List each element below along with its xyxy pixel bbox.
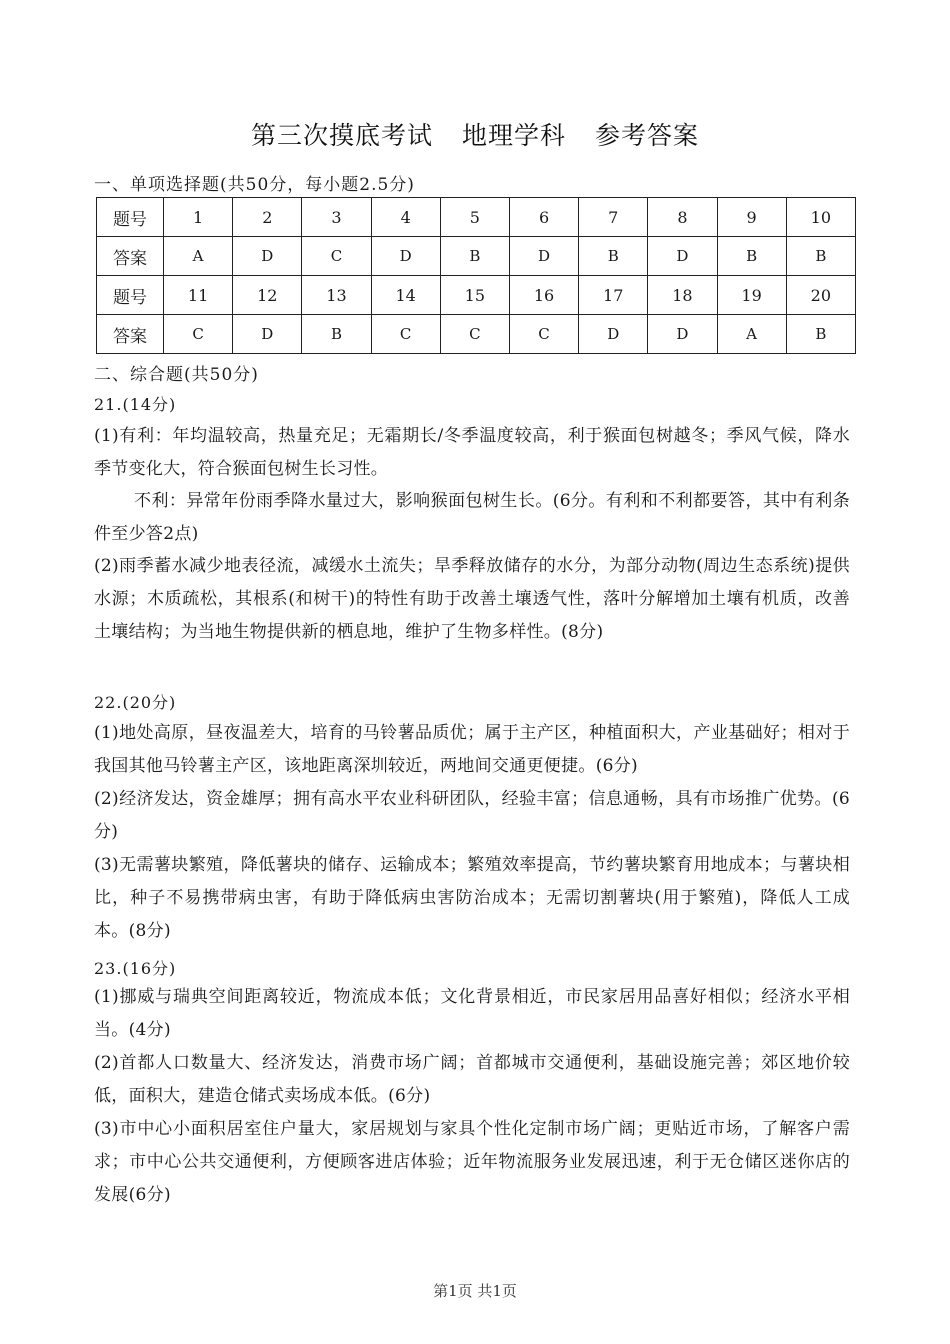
question-number: 16 bbox=[509, 276, 578, 315]
page-title bbox=[0, 116, 950, 152]
question-number: 3 bbox=[302, 198, 371, 237]
answer-cell: C bbox=[371, 315, 440, 354]
q22-heading: 22.(20分) bbox=[94, 693, 177, 712]
answer-table bbox=[96, 197, 856, 354]
q23-part1: (1)挪威与瑞典空间距离较近，物流成本低；文化背景相近，市民家居用品喜好相似；经济水平相当。(4分) bbox=[94, 987, 850, 1040]
q22-part3: (3)无需薯块繁殖，降低薯块的储存、运输成本；繁殖效率提高，节约薯块繁育用地成本；与薯块相比，种子不易携带病虫害，有助于降低病虫害防治成本；无需切割薯块(用于繁殖)，降低人工成本。(8分) bbox=[94, 855, 850, 941]
answer-cell: B bbox=[717, 237, 786, 276]
row-label-question: 题号 bbox=[97, 276, 164, 315]
row-label-question: 题号 bbox=[97, 198, 164, 237]
title-exam: 第三次摸底考试 bbox=[251, 121, 434, 150]
row-label-answer: 答案 bbox=[97, 237, 164, 276]
question-number: 11 bbox=[164, 276, 233, 315]
table-row-answers-2 bbox=[97, 315, 856, 354]
question-number: 1 bbox=[164, 198, 233, 237]
answer-cell: C bbox=[302, 237, 371, 276]
row-label-answer: 答案 bbox=[97, 315, 164, 354]
question-number: 4 bbox=[371, 198, 440, 237]
answer-cell: D bbox=[233, 315, 302, 354]
q22-part2: (2)经济发达，资金雄厚；拥有高水平农业科研团队，经验丰富；信息通畅，具有市场推广优势。(6分) bbox=[94, 789, 850, 842]
answer-cell: D bbox=[509, 237, 578, 276]
q21-heading: 21.(14分) bbox=[94, 395, 177, 414]
question-number: 10 bbox=[786, 198, 855, 237]
question-number: 17 bbox=[579, 276, 648, 315]
answer-cell: D bbox=[233, 237, 302, 276]
section1-heading: 一、单项选择题(共50分，每小题2.5分) bbox=[94, 175, 415, 195]
answer-cell: D bbox=[648, 237, 717, 276]
question-number: 18 bbox=[648, 276, 717, 315]
page-footer: 第1页 共1页 bbox=[433, 1282, 517, 1300]
answer-cell: B bbox=[440, 237, 509, 276]
question-number: 15 bbox=[440, 276, 509, 315]
q21-part2: (2)雨季蓄水减少地表径流，减缓水土流失；旱季释放储存的水分，为部分动物(周边生态系统)提供水源；木质疏松，其根系(和树干)的特性有助于改善土壤透气性，落叶分解增加土壤有机质，改善土壤结构；为当地生物提供新的栖息地，维护了生物多样性。(8分) bbox=[94, 556, 850, 642]
question-number: 20 bbox=[786, 276, 855, 315]
section2-heading: 二、综合题(共50分) bbox=[94, 365, 259, 385]
title-subject: 地理学科 bbox=[461, 121, 566, 150]
answer-cell: D bbox=[579, 315, 648, 354]
q21-part1-disadvantage: 不利：异常年份雨季降水量过大，影响猴面包树生长。(6分。有利和不利都要答，其中有利条件至少答2点) bbox=[94, 491, 850, 544]
answer-cell: C bbox=[440, 315, 509, 354]
answer-cell: A bbox=[164, 237, 233, 276]
answer-cell: C bbox=[509, 315, 578, 354]
q23-heading: 23.(16分) bbox=[94, 959, 177, 978]
answer-cell: B bbox=[579, 237, 648, 276]
q21-part1: (1)有利：年均温较高，热量充足；无霜期长/冬季温度较高，利于猴面包树越冬；季风气候，降水季节变化大，符合猴面包树生长习性。 bbox=[94, 426, 850, 479]
answer-cell: B bbox=[786, 237, 855, 276]
table-row-numbers-1 bbox=[97, 198, 856, 237]
question-number: 14 bbox=[371, 276, 440, 315]
question-number: 6 bbox=[509, 198, 578, 237]
q23-part2: (2)首都人口数量大、经济发达，消费市场广阔；首都城市交通便利，基础设施完善；郊区地价较低，面积大，建造仓储式卖场成本低。(6分) bbox=[94, 1053, 850, 1106]
answer-cell: D bbox=[648, 315, 717, 354]
q23-part3: (3)市中心小面积居室住户量大，家居规划与家具个性化定制市场广阔；更贴近市场，了解客户需求；市中心公共交通便利，方便顾客进店体验；近年物流服务业发展迅速，利于无仓储区迷你店的发展(6分) bbox=[94, 1119, 850, 1205]
answer-cell: B bbox=[302, 315, 371, 354]
answer-cell: D bbox=[371, 237, 440, 276]
question-number: 2 bbox=[233, 198, 302, 237]
title-kind: 参考答案 bbox=[594, 121, 699, 150]
answer-cell: C bbox=[164, 315, 233, 354]
question-number: 8 bbox=[648, 198, 717, 237]
question-number: 9 bbox=[717, 198, 786, 237]
answer-cell: A bbox=[717, 315, 786, 354]
answer-cell: B bbox=[786, 315, 855, 354]
table-row-answers-1 bbox=[97, 237, 856, 276]
question-number: 13 bbox=[302, 276, 371, 315]
question-number: 5 bbox=[440, 198, 509, 237]
question-number: 7 bbox=[579, 198, 648, 237]
question-number: 19 bbox=[717, 276, 786, 315]
table-row-numbers-2 bbox=[97, 276, 856, 315]
question-number: 12 bbox=[233, 276, 302, 315]
q22-part1: (1)地处高原，昼夜温差大，培育的马铃薯品质优；属于主产区，种植面积大，产业基础好；相对于我国其他马铃薯主产区，该地距离深圳较近，两地间交通更便捷。(6分) bbox=[94, 723, 850, 776]
